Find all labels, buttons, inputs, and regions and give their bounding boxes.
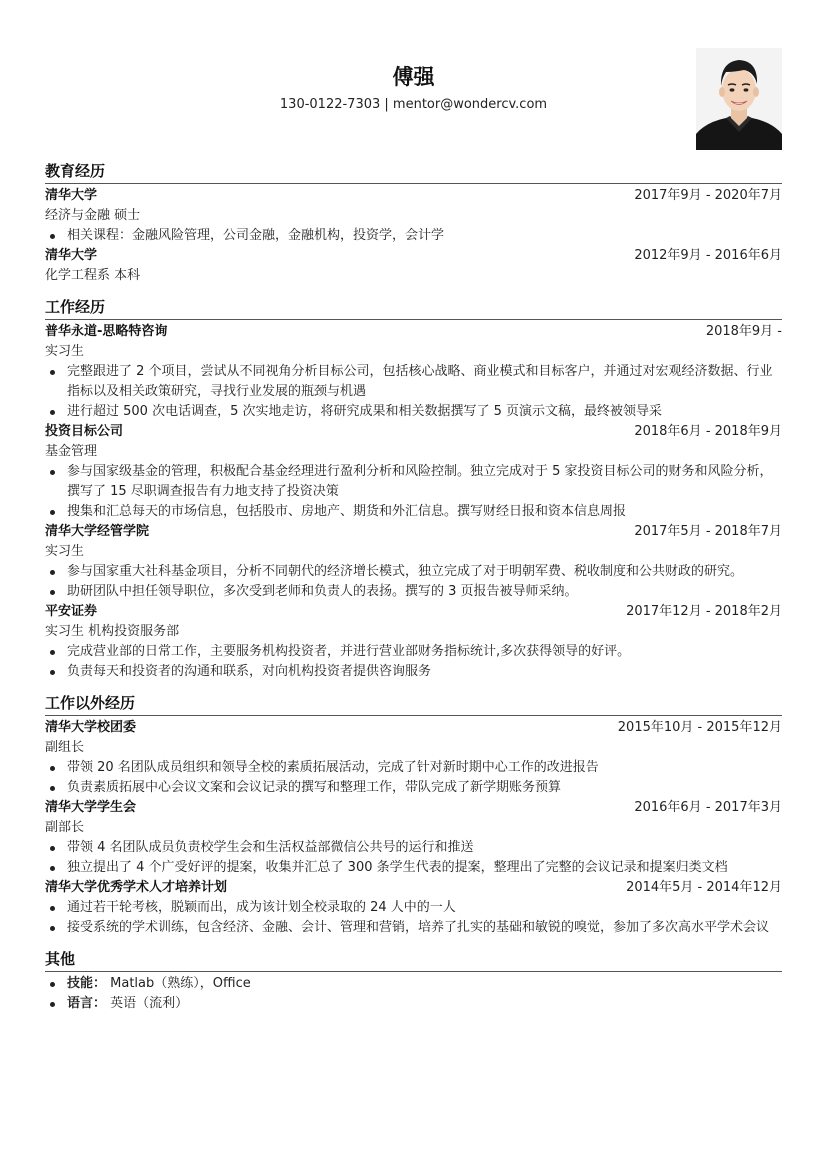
entry-date: 2017年5月 - 2018年7月 [634, 524, 782, 539]
resume-header [45, 62, 782, 160]
skills-value: Matlab（熟练），Office [110, 976, 251, 991]
extracurricular-entry [45, 718, 782, 798]
bullet-item: 接受系统的学术训练，包含经济、金融、会计、管理和营销，培养了扎实的基础和敏锐的嗅觉，参加了多次高水平学术会议 [45, 918, 782, 938]
entry-organization: 平安证券 [45, 604, 98, 619]
other-section [45, 948, 782, 1014]
entry-organization: 普华永道-思略特咨询 [45, 324, 168, 339]
bullet-item: 助研团队中担任领导职位，多次受到老师和负责人的表扬。撰写的 3 页报告被导师采纳。 [45, 582, 782, 602]
entry-role: 实习生 [45, 344, 85, 359]
work-title: 工作经历 [45, 296, 782, 320]
entry-role: 基金管理 [45, 444, 98, 459]
work-entry [45, 522, 782, 602]
extracurricular-entry [45, 798, 782, 878]
education-entry [45, 186, 782, 246]
languages-label: 语言： [67, 996, 107, 1011]
entry-date: 2017年9月 - 2020年7月 [634, 188, 782, 203]
entry-date: 2018年9月 - [705, 324, 782, 339]
work-entry [45, 322, 782, 422]
skills-label: 技能： [67, 976, 107, 991]
entry-organization: 清华大学校团委 [45, 720, 137, 735]
other-title: 其他 [45, 948, 782, 972]
extracurricular-entry [45, 878, 782, 938]
bullet-item: 完成营业部的日常工作，主要服务机构投资者，并进行营业部财务指标统计,多次获得领导的好评。 [45, 642, 782, 662]
entry-organization: 清华大学学生会 [45, 800, 137, 815]
entry-organization: 投资目标公司 [45, 424, 124, 439]
bullet-item: 负责素质拓展中心会议文案和会议记录的撰写和整理工作，带队完成了新学期账务预算 [45, 778, 782, 798]
bullet-item: 带领 20 名团队成员组织和领导全校的素质拓展活动，完成了针对新时期中心工作的改进报告 [45, 758, 782, 778]
entry-role: 实习生 机构投资服务部 [45, 624, 180, 639]
contact-info: 130-0122-7303 | mentor@wondercv.com [279, 97, 548, 112]
candidate-name: 傅强 [392, 65, 435, 89]
entry-date: 2012年9月 - 2016年6月 [634, 248, 782, 263]
entry-role: 副组长 [45, 740, 85, 755]
skills-item [45, 974, 782, 994]
extracurricular-section [45, 692, 782, 938]
bullet-item: 参与国家重大社科基金项目，分析不同朝代的经济增长模式，独立完成了对于明朝军费、税收制度和公共财政的研究。 [45, 562, 782, 582]
education-section [45, 160, 782, 286]
resume [45, 58, 782, 1014]
entry-role: 经济与金融 硕士 [45, 208, 141, 223]
entry-date: 2018年6月 - 2018年9月 [634, 424, 782, 439]
bullet-item: 相关课程：金融风险管理，公司金融，金融机构，投资学，会计学 [45, 226, 782, 246]
bullet-item: 独立提出了 4 个广受好评的提案，收集并汇总了 300 条学生代表的提案，整理出了完整的会议记录和提案归类文档 [45, 858, 782, 878]
entry-organization: 清华大学优秀学术人才培养计划 [45, 880, 228, 895]
entry-date: 2016年6月 - 2017年3月 [634, 800, 782, 815]
entry-role: 副部长 [45, 820, 85, 835]
work-entry [45, 422, 782, 522]
bullet-item: 通过若干轮考核，脱颖而出，成为该计划全校录取的 24 人中的一人 [45, 898, 782, 918]
education-entry [45, 246, 782, 286]
bullet-item: 带领 4 名团队成员负责校学生会和生活权益部微信公共号的运行和推送 [45, 838, 782, 858]
entry-date: 2015年10月 - 2015年12月 [617, 720, 782, 735]
entry-organization: 清华大学 [45, 248, 98, 263]
work-entry [45, 602, 782, 682]
entry-date: 2014年5月 - 2014年12月 [626, 880, 782, 895]
education-title: 教育经历 [45, 160, 782, 184]
bullet-item: 搜集和汇总每天的市场信息，包括股市、房地产、期货和外汇信息。撰写财经日报和资本信息周报 [45, 502, 782, 522]
languages-item [45, 994, 782, 1014]
bullet-item: 参与国家级基金的管理，积极配合基金经理进行盈利分析和风险控制。独立完成对于 5 家投资目标公司的财务和风险分析，撰写了 15 尽职调查报告有力地支持了投资决策 [45, 462, 782, 502]
bullet-item: 完整跟进了 2 个项目，尝试从不同视角分析目标公司，包括核心战略、商业模式和目标客户，并通过对宏观经济数据、行业指标以及相关政策研究，寻找行业发展的瓶颈与机遇 [45, 362, 782, 402]
portrait-image [696, 48, 782, 150]
bullet-item: 负责每天和投资者的沟通和联系，对向机构投资者提供咨询服务 [45, 662, 782, 682]
work-section [45, 296, 782, 682]
languages-value: 英语（流利） [110, 996, 189, 1011]
entry-organization: 清华大学 [45, 188, 98, 203]
entry-role: 实习生 [45, 544, 85, 559]
extracurricular-title: 工作以外经历 [45, 692, 782, 716]
entry-organization: 清华大学经管学院 [45, 524, 150, 539]
bullet-item: 进行超过 500 次电话调查，5 次实地走访，将研究成果和相关数据撰写了 5 页演示文稿，最终被领导采 [45, 402, 782, 422]
profile-photo [696, 48, 782, 150]
entry-date: 2017年12月 - 2018年2月 [626, 604, 782, 619]
entry-role: 化学工程系 本科 [45, 268, 141, 283]
